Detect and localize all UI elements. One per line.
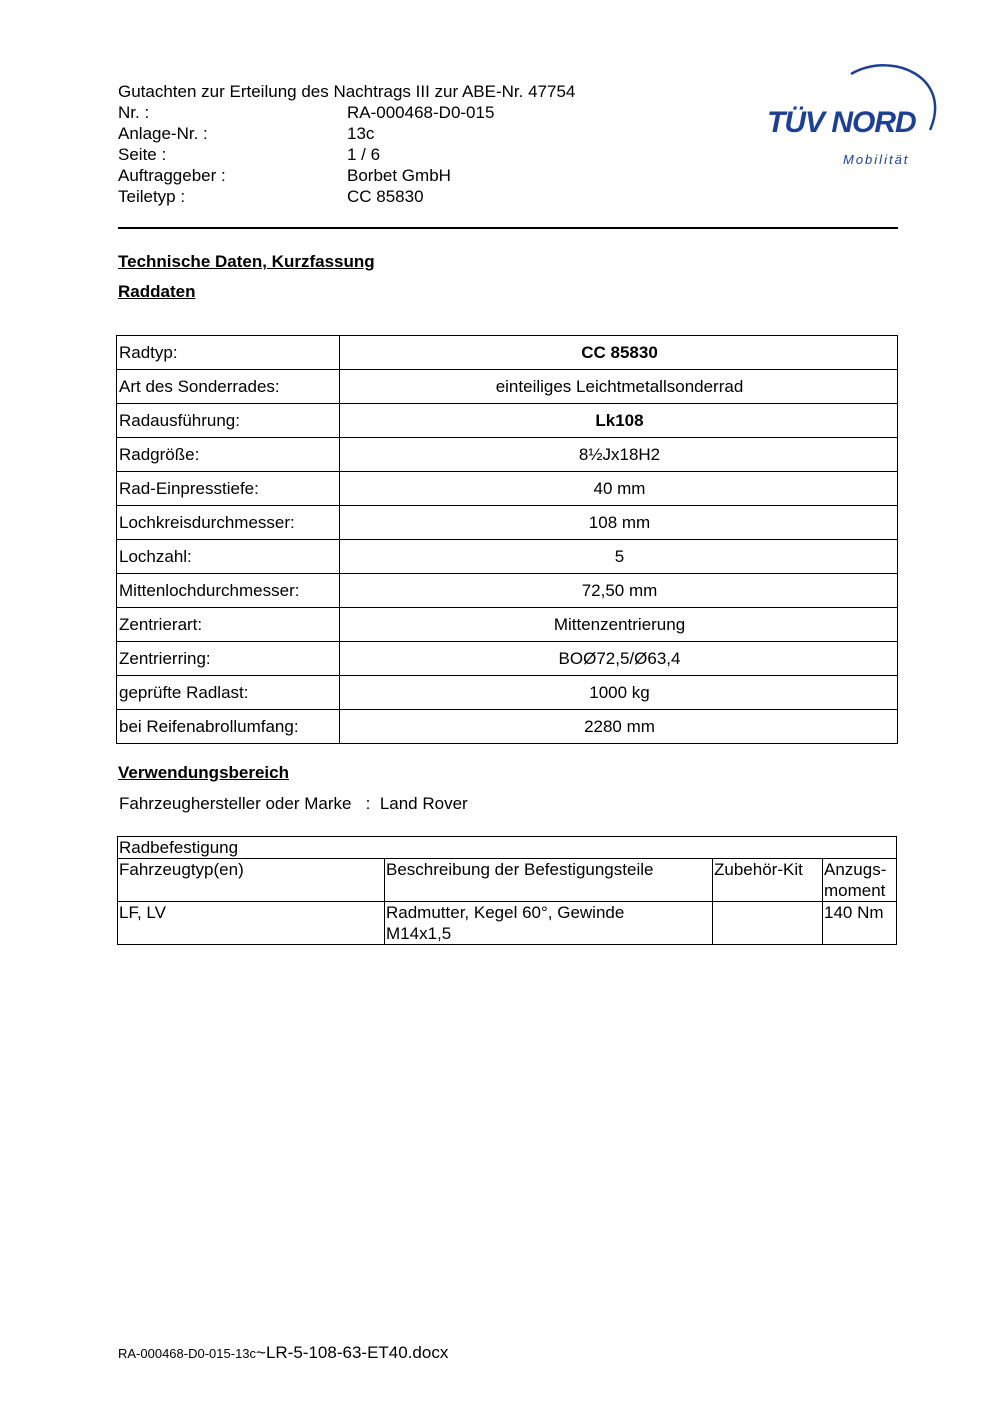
table-cell-label: bei Reifenabrollumfang: [117, 710, 340, 744]
table-cell-value: 5 [340, 540, 898, 574]
section-title-raddaten: Raddaten [118, 282, 196, 301]
footer-filename: ~LR-5-108-63-ET40.docx [256, 1343, 449, 1362]
column-header: Fahrzeugtyp(en) [118, 859, 385, 902]
header-row [118, 186, 575, 207]
table-row [118, 902, 897, 945]
table-row [117, 676, 898, 710]
table-cell-value: 8½Jx18H2 [340, 438, 898, 472]
cell-line: M14x1,5 [386, 924, 452, 943]
table-cell-value: 1000 kg [340, 676, 898, 710]
header-label: Auftraggeber : [118, 166, 226, 185]
table-cell-value: Mittenzentrierung [340, 608, 898, 642]
report-title: Gutachten zur Erteilung des Nachtrags III zur ABE-Nr. 47754 [118, 82, 576, 101]
table-row [117, 506, 898, 540]
column-header [823, 859, 897, 902]
table-cell-value: BOØ72,5/Ø63,4 [340, 642, 898, 676]
header-label: Anlage-Nr. : [118, 124, 208, 143]
table-row [117, 438, 898, 472]
table-cell-value: Lk108 [340, 404, 898, 438]
column-header: Zubehör-Kit [713, 859, 823, 902]
logo-subtitle: Mobilität [843, 152, 910, 167]
table-cell [385, 902, 713, 945]
cell-line: Radmutter, Kegel 60°, Gewinde [386, 903, 625, 922]
header-row [118, 102, 575, 123]
table-cell-label: Lochzahl: [117, 540, 340, 574]
header-row [118, 165, 575, 186]
table-row [117, 574, 898, 608]
table-row [117, 336, 898, 370]
table-cell-value: 108 mm [340, 506, 898, 540]
header-label: Nr. : [118, 103, 150, 122]
table-cell-label: Zentrierring: [117, 642, 340, 676]
table-cell: LF, LV [118, 902, 385, 945]
table-cell-value: 2280 mm [340, 710, 898, 744]
table-cell-value: 72,50 mm [340, 574, 898, 608]
tuv-nord-logo [763, 58, 943, 173]
section-title-verwendungsbereich: Verwendungsbereich [118, 763, 289, 782]
table-row [117, 404, 898, 438]
raddaten-table [116, 335, 898, 744]
radbefestigung-table [117, 836, 897, 945]
table-header-row [118, 859, 897, 902]
table-cell-label: Rad-Einpresstiefe: [117, 472, 340, 506]
table-cell-label: Lochkreisdurchmesser: [117, 506, 340, 540]
table-row [117, 370, 898, 404]
table-cell-label: geprüfte Radlast: [117, 676, 340, 710]
column-header-line: moment [824, 881, 886, 900]
table-row [117, 540, 898, 574]
table-row [117, 642, 898, 676]
table-cell-label: Radgröße: [117, 438, 340, 472]
document-header [118, 81, 575, 207]
table-cell-label: Art des Sonderrades: [117, 370, 340, 404]
table-row [117, 472, 898, 506]
table-row [118, 837, 897, 859]
table-cell-label: Zentrierart: [117, 608, 340, 642]
footer-doc-id: RA-000468-D0-015-13c [118, 1346, 257, 1361]
table-cell-label: Mittenlochdurchmesser: [117, 574, 340, 608]
table-cell-label: Radausführung: [117, 404, 340, 438]
table-cell-value: CC 85830 [340, 336, 898, 370]
table-row [117, 608, 898, 642]
usage-value: Land Rover [379, 794, 468, 813]
page-footer [118, 1343, 448, 1363]
logo-brand: TÜV NORD [767, 106, 916, 139]
usage-label: Fahrzeughersteller oder Marke [119, 794, 352, 813]
header-label: Seite : [118, 145, 167, 164]
header-value: RA-000468-D0-015 [347, 103, 495, 122]
table-title: Radbefestigung [118, 837, 897, 859]
header-row [118, 123, 575, 144]
header-value: 13c [347, 124, 375, 143]
usage-separator: : [365, 794, 371, 813]
table-cell: 140 Nm [823, 902, 897, 945]
table-cell-value: 40 mm [340, 472, 898, 506]
table-cell-label: Radtyp: [117, 336, 340, 370]
table-cell [713, 902, 823, 945]
table-row [117, 710, 898, 744]
header-value: Borbet GmbH [347, 166, 451, 185]
header-value: CC 85830 [347, 187, 424, 206]
column-header: Beschreibung der Befestigungsteile [385, 859, 713, 902]
table-cell-value: einteiliges Leichtmetallsonderrad [340, 370, 898, 404]
header-label: Teiletyp : [118, 187, 186, 206]
header-row [118, 144, 575, 165]
column-header-line: Anzugs- [824, 860, 887, 879]
section-title-technische-daten: Technische Daten, Kurzfassung [118, 252, 375, 271]
header-value: 1 / 6 [347, 145, 381, 164]
usage-line [119, 794, 468, 814]
header-divider [118, 227, 898, 229]
